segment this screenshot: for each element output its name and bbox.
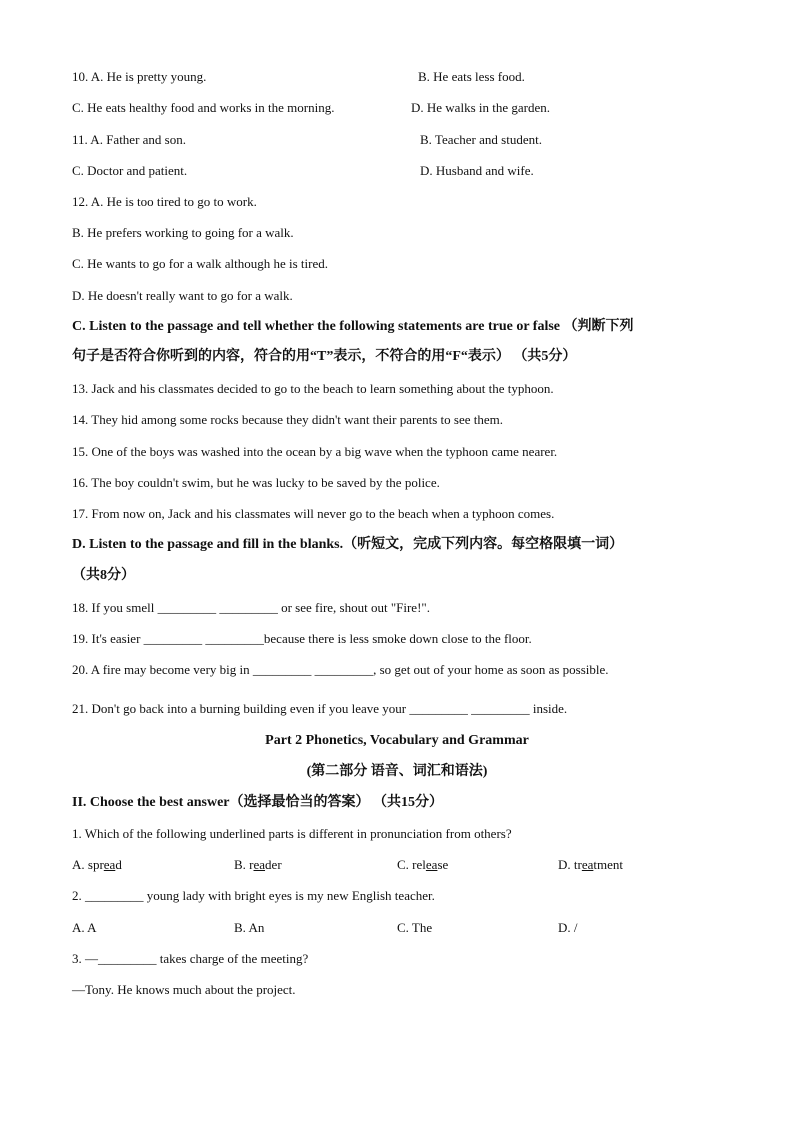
fill-blank-21: 21. Don't go back into a burning building even if you leave your _________ _________ inside.: [72, 701, 568, 716]
fill-blank-20: 20. A fire may become very big in _________ _________, so get out of your home as soon as possible.: [72, 662, 609, 677]
q11-option-c: C. Doctor and patient.: [72, 163, 188, 178]
statement-16: 16. The boy couldn't swim, but he was lucky to be saved by the police.: [72, 475, 440, 490]
q12-option-d: D. He doesn't really want to go for a walk.: [72, 288, 293, 303]
fill-blank-18: 18. If you smell _________ _________ or see fire, shout out "Fire!".: [72, 600, 430, 615]
statement-14: 14. They hid among some rocks because they didn't want their parents to see them.: [72, 412, 503, 427]
underlined-letters: ea: [253, 857, 266, 872]
q10-option-c: C. He eats healthy food and works in the morning.: [72, 100, 335, 115]
underlined-letters: ea: [581, 857, 594, 872]
q12-option-c: C. He wants to go for a walk although he is tired.: [72, 256, 328, 271]
part2-subtitle: (第二部分 语音、词汇和语法): [306, 764, 488, 779]
section-d-heading-line2: （共8分）: [72, 568, 135, 583]
q10-option-a: 10. A. He is pretty young.: [72, 69, 207, 84]
q11-option-d: D. Husband and wife.: [420, 163, 534, 178]
q2-option-d: D. /: [558, 920, 578, 935]
q1-option-d: D. treatment: [558, 857, 623, 872]
underlined-letters: ea: [103, 857, 116, 872]
q1-option-a: A. spread: [72, 857, 122, 872]
q1-option-b: B. reader: [234, 857, 282, 872]
statement-17: 17. From now on, Jack and his classmates will never go to the beach when a typhoon comes.: [72, 506, 555, 521]
section-d-heading-line1: D. Listen to the passage and fill in the blanks.（听短文，完成下列内容。每空格限填一词）: [72, 537, 624, 552]
statement-13: 13. Jack and his classmates decided to go to the beach to learn something about the typhoon.: [72, 381, 554, 396]
q2-option-b: B. An: [234, 920, 265, 935]
q3-answer: —Tony. He knows much about the project.: [72, 982, 296, 997]
section-ii-heading: II. Choose the best answer（选择最恰当的答案） （共15分）: [72, 795, 443, 810]
section-c-heading-line1: C. Listen to the passage and tell whether the following statements are true or false （判断下列: [72, 319, 634, 334]
q12-option-b: B. He prefers working to going for a walk.: [72, 225, 294, 240]
q10-option-b: B. He eats less food.: [418, 69, 525, 84]
section-c-heading-line2: 句子是否符合你听到的内容，符合的用“T”表示，不符合的用“F“表示） （共5分）: [72, 349, 577, 364]
q2-option-a: A. A: [72, 920, 97, 935]
q10-option-d: D. He walks in the garden.: [411, 100, 550, 115]
part2-title: Part 2 Phonetics, Vocabulary and Grammar: [265, 733, 529, 748]
q1-option-c: C. release: [397, 857, 449, 872]
q3-stem: 3. —_________ takes charge of the meeting?: [72, 951, 309, 966]
q12-option-a: 12. A. He is too tired to go to work.: [72, 194, 257, 209]
fill-blank-19: 19. It's easier _________ _________because there is less smoke down close to the floor.: [72, 631, 532, 646]
q2-option-c: C. The: [397, 920, 433, 935]
q1-stem: 1. Which of the following underlined parts is different in pronunciation from others?: [72, 826, 512, 841]
underlined-letters: ea: [425, 857, 438, 872]
q11-option-a: 11. A. Father and son.: [72, 132, 186, 147]
q2-stem: 2. _________ young lady with bright eyes is my new English teacher.: [72, 888, 435, 903]
q11-option-b: B. Teacher and student.: [420, 132, 542, 147]
statement-15: 15. One of the boys was washed into the ocean by a big wave when the typhoon came nearer.: [72, 444, 558, 459]
